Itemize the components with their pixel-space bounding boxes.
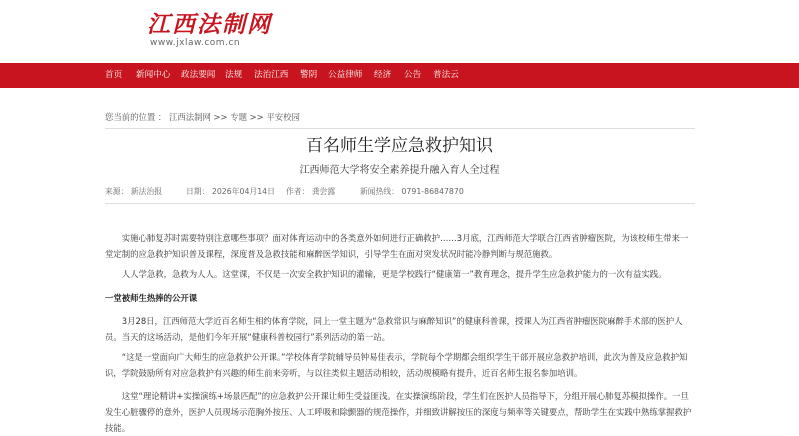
nav-item-news-center[interactable]: 新闻中心 [136, 70, 171, 80]
article-subtitle: 江西师范大学将安全素养提升融入育人全过程 [299, 165, 500, 176]
article-paragraph: “这是一堂面向广大师生的应急救护公开课。”学校体育学院辅导员钟易佳表示，学院每个学期都会组织学生干部开展应急救护培训，此次为普及应急救护知识，学院鼓励所有对应急救护有兴趣的师生前来旁听，与以往类似主题活动相较，活动规模略有提升，近百名师生报名参加培训。 [105, 352, 688, 378]
nav-item-regulations[interactable]: 法规 [225, 70, 243, 80]
article-paragraph: 实施心肺复苏时需要特别注意哪些事项？面对体育运动中的各类意外如何进行正确救护……3月底，江西师范大学联合江西省肿瘤医院，为该校师生带来一堂定制的应急救护知识普及课程，深度普及急救技能和麻醉医学知识，引导学生在面对突发状况时能冷静判断与规范施救。 [105, 233, 689, 259]
nav-item-announcements[interactable]: 公告 [404, 70, 422, 80]
article-title: 百名师生学应急救护知识 [306, 136, 493, 156]
breadcrumb-link-home[interactable]: 江西法制网 [168, 112, 211, 122]
site-logo[interactable] [147, 12, 272, 48]
article-paragraph: 这堂“理论精讲+实操演练+场景匹配”的应急救护公开课让师生受益匪浅。在实操演练阶段，学生们在医护人员指导下，分组开展心肺复苏模拟操作。一旦发生心脏骤停的意外，医护人员现场示范胸外按压、人工呼吸和除颤器的规范操作，并细致讲解按压的深度与频率等关键要点，帮助学生在实践中熟练掌握救护技能。 [105, 391, 692, 433]
nav-item-police[interactable]: 警阴 [300, 70, 318, 80]
nav-item-rule-of-law-jiangxi[interactable]: 法治江西 [254, 70, 289, 80]
breadcrumb-link-topics[interactable]: 专题 [230, 112, 247, 122]
site-header [0, 0, 799, 63]
article-paragraph: 人人学急救，急救为人人。这堂课，不仅是一次安全救护知识的灌输，更是学校践行“健康第一”教育理念，提升学生应急救护能力的一次有益实践。 [121, 269, 667, 279]
article-date: 日期： 2026年04月14日 [186, 187, 275, 196]
main-nav [0, 63, 799, 88]
nav-item-home[interactable]: 首页 [105, 70, 123, 80]
breadcrumb [105, 111, 300, 123]
meta-divider [105, 203, 695, 204]
breadcrumb-prefix: 您当前的位置 ： [105, 112, 167, 122]
news-hotline: 新闻热线： 0791-86847870 [360, 187, 464, 196]
nav-item-economy[interactable]: 经济 [374, 70, 392, 80]
logo-text: 江西法制网 [147, 11, 272, 38]
nav-item-pro-bono-lawyer[interactable]: 公益律师 [328, 70, 363, 80]
nav-item-politics-law[interactable]: 政法要闻 [181, 70, 216, 80]
nav-item-legal-education-cloud[interactable]: 普法云 [433, 70, 459, 80]
article-author: 作者： 龚尝露 [286, 187, 336, 196]
breadcrumb-separator: >> [213, 112, 228, 122]
breadcrumb-divider [105, 128, 695, 129]
article-source: 来源： 新法治报 [105, 187, 163, 196]
breadcrumb-link-safe-campus[interactable]: 平安校园 [266, 112, 300, 122]
breadcrumb-separator: >> [249, 112, 264, 122]
logo-url: www.jxlaw.com.cn [150, 38, 241, 48]
section-heading: 一堂被师生热捧的公开课 [105, 293, 198, 303]
article-paragraph: 3月28日，江西师范大学近百名师生相约体育学院，同上一堂主题为“急救常识与麻醉知识”的健康科普课，授课人为江西省肿瘤医院麻醉手术部的医护人员。当天的这场活动，是他们今年开展“健康科普校园行”系列活动的第一站。 [105, 316, 683, 342]
